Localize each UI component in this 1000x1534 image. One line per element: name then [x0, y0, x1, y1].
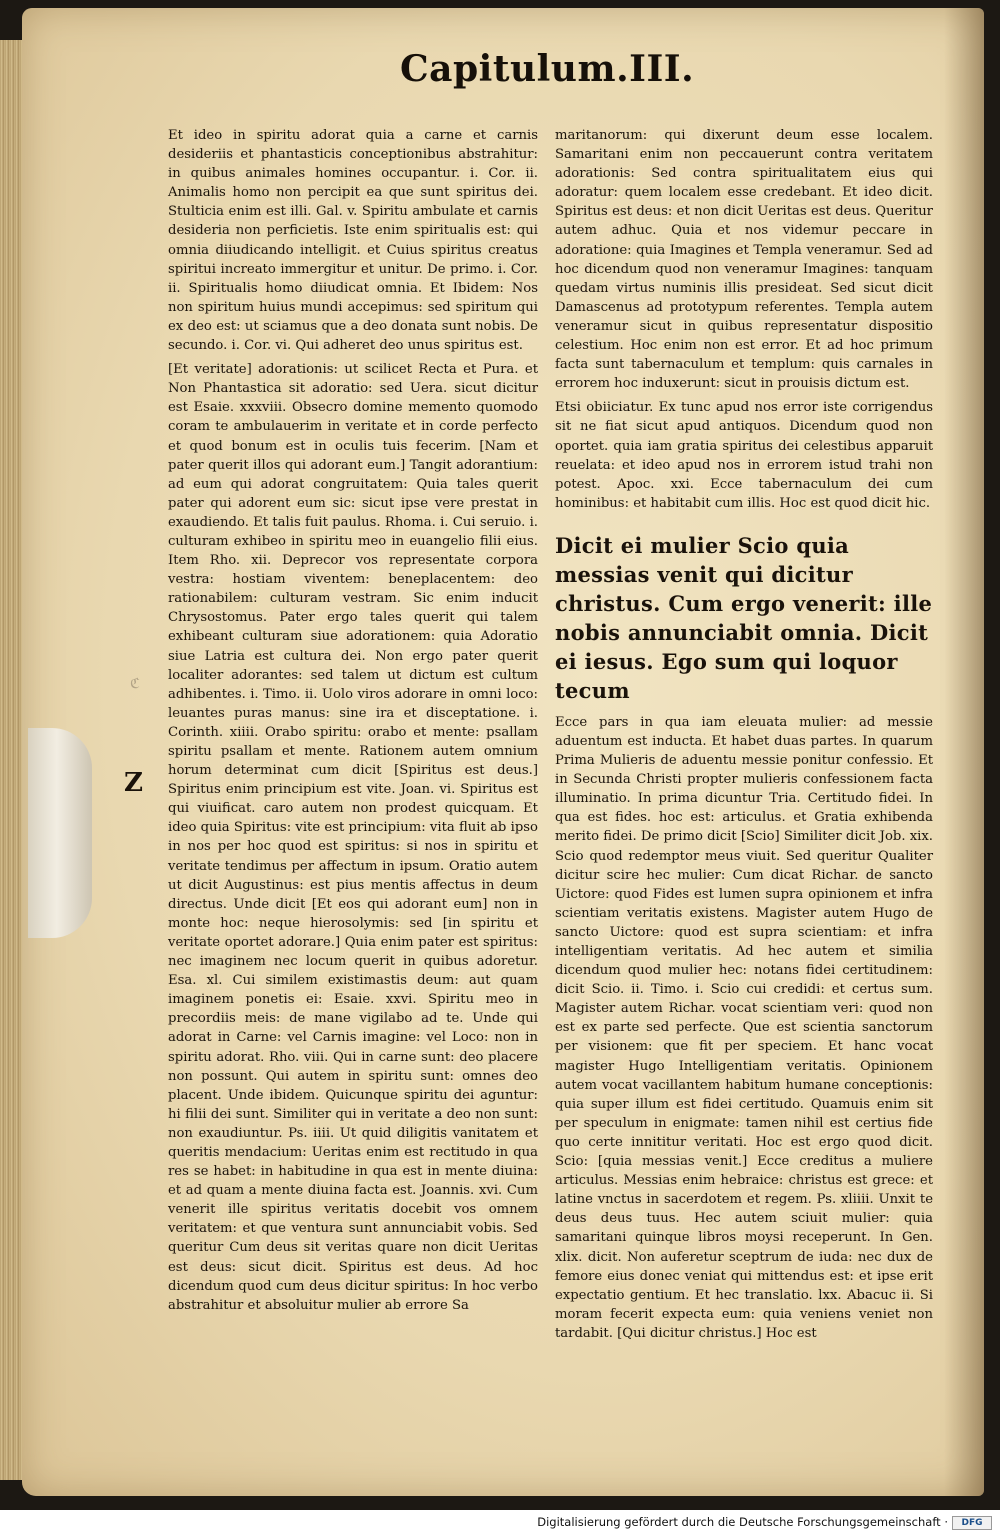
page-gutter-shadow — [944, 8, 984, 1496]
page-clip — [28, 728, 92, 938]
left-paragraph: Et ideo in spiritu adorat quia a carne et carnis desideriis et phantasticis conceptionibus abstrahitur: in quibus animales homines occupantur. i. Cor. ii. Animalis homo non percipit ea que sunt spiritus dei. Stulticia enim est illi. Gal. v. Spiritu ambulate et carnis desideria non perficietis. Iste enim spiritualis est: qui omnia diiudicando intelligit. et Cuius spiritus creatus spiritui increato immergitur et unitur. De primo. i. Cor. ii. Spiritualis homo diiudicat omnia. Et Ibidem: Nos non spiritum huius mundi accepimus: sed spiritum qui ex deo est: ut sciamus que a deo donata sunt nobis. De secundo. i. Cor. vi. Qui adheret deo unus spiritus est. — [168, 128, 538, 354]
left-paragraph: [Et veritate] adorationis: ut scilicet Recta et Pura. et Non Phantastica sit adoratio: sed Uera. sicut dicitur est Esaie. xxxviii. Obsecro domine memento quomodo coram te ambulauerim in veritate et in corde perfecto et quod bonum est in oculis tuis fecerim. [Nam et pater querit illos qui adorant eum.] Tangit adorantium: ad eum qui adorat congruitatem: Quia tales querit pater qui adorent eum sic: sicut ipse vere prestat in exaudiendo. Et talis fuit paulus. Rhoma. i. Cui seruio. i. culturam exhibeo in spiritu meo in euangelio filii eius. Item Rho. xii. Deprecor vos representate corpora vestra: hostiam viventem: beneplacentem: deo rationabilem: culturam vestram. Sic enim inducit Chrysostomus. Pater ergo tales querit qui talem exhibeant culturam siue adorationem: quia Adoratio siue Latria est cultura dei. Non ergo pater querit localiter adorantes: sed talem ut dictum est cultum adhibentes. i. Timo. ii. Uolo viros adorare in omni loco: leuantes puras manus: sine ira et disceptatione. i. Corinth. xiiii. Orabo spiritu: orabo et mente: psallam spiritu psallam et mente. Rationem autem omnium horum determinat cum dicit [Spiritus est deus.] Spiritus enim principium est vite. Joan. vi. Spiritus est qui viuificat. caro autem non prodest quicquam. Et ideo quia Spiritus: vite est principium: vita fluit ab ipso in nos per hoc quod est spiritus: si nos in spiritu et veritate tendimus per affectum in ipsum. Oratio autem ut dicit Augustinus: est pius mentis affectus in deum directus. Unde dicit [Et eos qui adorant eum] non in monte hoc: neque hierosolymis: sed [in spiritu et veritate oportet adorare.] Quia enim pater est spiritus: nec imaginem nec locum querit in quibus adoretur. Esa. xl. Cui similem existimastis deum: aut quam imaginem ponetis ei: Esaie. xxvi. Spiritu meo in precordiis meis: de mane vigilabo ad te. Unde qui adorat in Carne: vel Carnis imagine: vel Loco: non in spiritu adorat. Rho. viii. Qui in carne sunt: deo placere non possunt. Qui autem in spiritu sunt: omnes deo placent. Unde ibidem. Quicunque spiritu dei aguntur: hi filii dei sunt. Similiter qui in veritate a deo non sunt: non exaudiuntur. Ps. iiii. Ut quid diligitis vanitatem et queritis mendacium: Ueritas enim est rectitudo in qua res se habet: in habitudine in qua est in mente diuina: et ad quam a mente diuina facta est. Joannis. xvi. Cum venerit ille spiritus veritatis docebit vos omnem veritatem: et que ventura sunt annunciabit vobis. Sed queritur Cum deus sit veritas quare non dicit Ueritas est deus: sicut dicit. Spiritus est deus. Ad hoc dicendum quod cum deus dicitur spiritus: In hoc verbo abstrahitur et absoluitur mulier ab errore Sa — [168, 362, 538, 1313]
right-paragraph: Etsi obiiciatur. Ex tunc apud nos error iste corrigendus sit ne fiat sicut apud antiquos. Dicendum quod non oportet. quia iam gratia spiritus dei celestibus apparuit reuelata: et ideo apud nos in errorem istud trahi non potest. Apoc. xxi. Ecce tabernaculum dei cum hominibus: et habitabit cum illis. Hoc est quod dicit hic. — [555, 400, 933, 511]
right-paragraph: maritanorum: qui dixerunt deum esse localem. Samaritani enim non peccauerunt contra veritatem adorationis: Sed contra spiritualitatem eius qui adoratur: quem localem esse credebant. Et ideo dicit. Spiritus est deus: et non dicit Ueritas est deus. Queritur autem adhuc. Quia et nos videmur peccare in adoratione: quia Imagines et Templa veneramur. Sed ad hoc dicendum quod non veneramur Imagines: tanquam quedam virtus numinis illis presideat. Sed sicut dicit Damascenus ad prototypum referentes. Templa autem veneramur sicut in quibus representatur dispositio celestium. Hoc enim non est error. Et ad hoc primum facta sunt tabernaculum et templum: quis carnales in errorem hoc induxerunt: sicut in prouisis dictum est. — [555, 128, 933, 392]
funding-note: Digitalisierung gefördert durch die Deutsche Forschungsgemeinschaft · — [537, 1515, 948, 1529]
left-column — [168, 126, 538, 1320]
faint-mark: ℭ — [130, 676, 140, 692]
right-paragraph: Ecce pars in qua iam eleuata mulier: ad messie aduentum est inducta. Et habet duas partes. In quarum Prima Mulieris de aduentu messie ponitur confessio. Et in Secunda Christi propter mulieris confessionem facta illuminatio. In prima dicuntur Tria. Certitudo fidei. In qua est fides. hoc est: articulus. et Gratia exhibenda merito fidei. De primo dicit [Scio] Similiter dicit Job. xix. Scio quod redemptor meus viuit. Sed queritur Qualiter dicitur scire hec mulier: Cum dicat Richar. de sancto Uictore: quod Fides est lumen supra opinionem et infra scientiam veritatis existens. Magister autem Hugo de sancto Uictore: quod est supra scientiam: et infra intelligentiam veritatis. Ad hec autem et similia dicendum quod mulier hec: notans fidei certitudinem: dicit Scio. ii. Timo. i. Scio cui credidi: et certus sum. Magister autem Richar. vocat scientiam veri: quod non est ex parte sed perfecte. Que est scientia sanctorum per visionem: que fit per speciem. Et hanc vocat magister Hugo Intelligentiam veritatis. Opinionem autem vocat vacillantem habitum humane conceptionis: quia super illum est fidei certitudo. Quamuis enim sit per speculum in enigmate: tamen nihil est certius fide quo certe innititur veritati. Hoc est ergo quod dicit. Scio: [quia messias venit.] Ecce creditus a muliere articulus. Messias enim hebraice: christus est grece: et latine vnctus in sacerdotem et regem. Ps. xliiii. Unxit te deus deus tuus. Hec autem sciuit mulier: quia samaritani quinque libros moysi receperunt. In Gen. xlix. dicit. Non auferetur sceptrum de iuda: nec dux de femore eius donec veniat qui mittendus est: et ipse erit expectatio gentium. Et hec translatio. lxx. Abacuc ii. Si moram fecerit expecta eum: quia veniens veniet non tardabit. [Qui dicitur christus.] Hoc est — [555, 714, 933, 1341]
right-column — [555, 126, 933, 1348]
running-header: Capitulum.III. — [400, 48, 695, 90]
footer-bar — [0, 1510, 1000, 1534]
dfg-logo: DFG — [952, 1516, 992, 1530]
gospel-lemma: Dicit ei mulier Scio quia messias venit qui dicitur christus. Cum ergo venerit: ille nobis annunciabit omnia. Dicit ei iesus. Ego sum qui loquor tecum — [555, 532, 933, 703]
marginal-letter: Z — [124, 768, 143, 798]
